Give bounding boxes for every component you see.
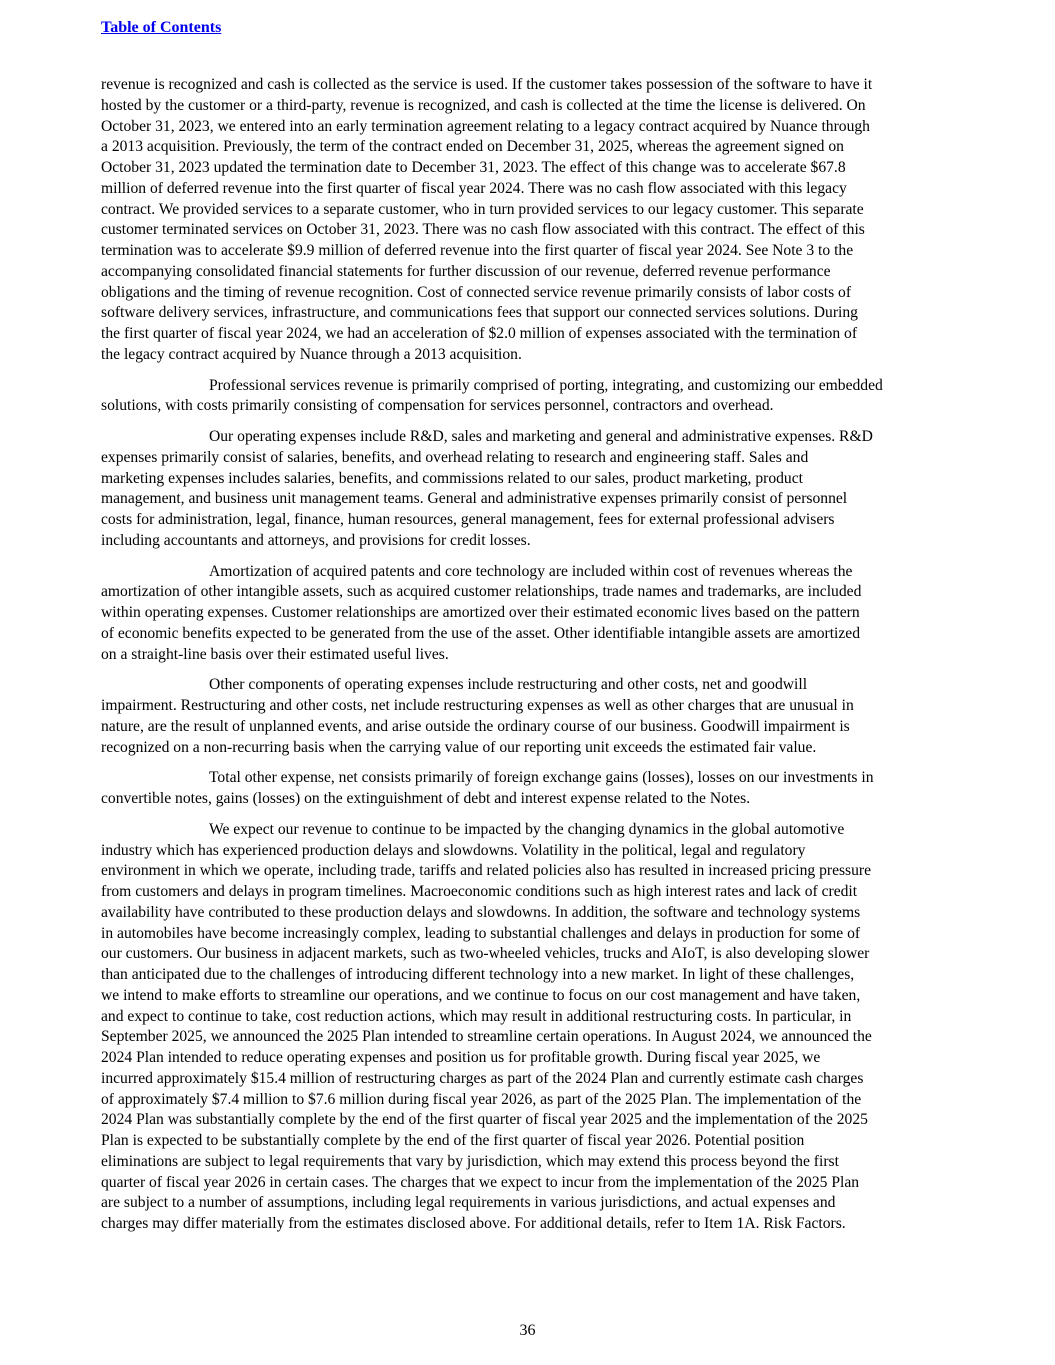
paragraph-other-expense bbox=[101, 768, 961, 810]
text-line: solutions, with costs primarily consisting of compensation for services personnel, contractors and overhead. bbox=[101, 397, 774, 415]
text-line: We expect our revenue to continue to be impacted by the changing dynamics in the global automotive bbox=[209, 820, 845, 838]
text-line: October 31, 2023 updated the termination date to December 31, 2023. The effect of this change was to accelerate $67.8 bbox=[101, 159, 846, 176]
text-line: amortization of other intangible assets, such as acquired customer relationships, trade names and trademarks, are included bbox=[101, 583, 862, 601]
text-line: convertible notes, gains (losses) on the extinguishment of debt and interest expense related to the Notes. bbox=[101, 790, 751, 807]
text-line: software delivery services, infrastructure, and communications fees that support our connected services solutions. During bbox=[101, 304, 858, 322]
text-line: management, and business unit management teams. General and administrative expenses primarily consist of personnel bbox=[101, 490, 848, 508]
text-line: marketing expenses includes salaries, benefits, and commissions related to our sales, product marketing, product bbox=[101, 469, 803, 487]
text-line: 2024 Plan intended to reduce operating expenses and position us for profitable growth. During fiscal year 2025, we bbox=[101, 1049, 821, 1066]
text-line: a 2013 acquisition. Previously, the term of the contract ended on December 31, 2025, whereas the agreement signed on bbox=[101, 138, 844, 156]
paragraph-connected-services-revenue bbox=[101, 75, 961, 366]
text-line: incurred approximately $15.4 million of restructuring charges as part of the 2024 Plan and currently estimate cash charges bbox=[101, 1069, 864, 1087]
text-line: accompanying consolidated financial statements for further discussion of our revenue, deferred revenue performance bbox=[101, 262, 831, 280]
text-line: the legacy contract acquired by Nuance through a 2013 acquisition. bbox=[101, 345, 522, 363]
text-line: of approximately $7.4 million to $7.6 million during fiscal year 2026, as part of the 2025 Plan. The implementation of the bbox=[101, 1090, 862, 1108]
text-line: September 2025, we announced the 2025 Plan intended to streamline certain operations. In August 2024, we announced the bbox=[101, 1028, 872, 1046]
text-line: availability have contributed to these production delays and slowdowns. In addition, the software and technology systems bbox=[101, 903, 861, 921]
text-line: Total other expense, net consists primarily of foreign exchange gains (losses), losses on our investments in bbox=[209, 769, 874, 787]
text-line: the first quarter of fiscal year 2024, we had an acceleration of $2.0 million of expenses associated with the termination of bbox=[101, 325, 858, 342]
paragraph-operating-expenses bbox=[101, 427, 961, 552]
text-line: recognized on a non-recurring basis when the carrying value of our reporting unit exceeds the estimated fair value. bbox=[101, 738, 817, 756]
text-line: termination was to accelerate $9.9 million of deferred revenue into the first quarter of fiscal year 2024. See Note 3 to the bbox=[101, 242, 854, 259]
text-line: expenses primarily consist of salaries, benefits, and overhead relating to research and engineering staff. Sales and bbox=[101, 448, 809, 466]
text-line: within operating expenses. Customer relationships are amortized over their estimated economic lives based on the pattern bbox=[101, 604, 860, 621]
text-line: eliminations are subject to legal requirements that vary by jurisdiction, which may extend this process beyond the first bbox=[101, 1152, 839, 1170]
text-line: charges may differ materially from the estimates disclosed above. For additional details, refer to Item 1A. Risk Factors. bbox=[101, 1215, 846, 1232]
text-line: Our operating expenses include R&D, sales and marketing and general and administrative expenses. R&D bbox=[209, 428, 873, 445]
text-line: our customers. Our business in adjacent markets, such as two-wheeled vehicles, trucks and AIoT, is also developing slower bbox=[101, 945, 870, 963]
text-line: quarter of fiscal year 2026 in certain cases. The charges that we expect to incur from the implementation of the 2025 Plan bbox=[101, 1173, 860, 1191]
text-line: including accountants and attorneys, and provisions for credit losses. bbox=[101, 531, 531, 549]
text-line: from customers and delays in program timelines. Macroeconomic conditions such as high interest rates and lack of credit bbox=[101, 883, 858, 900]
text-line: customer terminated services on October 31, 2023. There was no cash flow associated with this contract. The effect of this bbox=[101, 221, 865, 239]
text-line: environment in which we operate, including trade, tariffs and related policies also has resulted in increased pricing pressure bbox=[101, 862, 872, 880]
text-line: hosted by the customer or a third-party, revenue is recognized, and cash is collected at the time the license is delivered. On bbox=[101, 96, 866, 114]
text-line: revenue is recognized and cash is collected as the service is used. If the customer takes possession of the software to have it bbox=[101, 76, 873, 93]
text-line: are subject to a number of assumptions, including legal requirements in various jurisdictions, and actual expenses and bbox=[101, 1194, 836, 1212]
text-line: contract. We provided services to a separate customer, who in turn provided services to our legacy customer. This separate bbox=[101, 200, 864, 218]
text-line: million of deferred revenue into the first quarter of fiscal year 2024. There was no cash flow associated with this legacy bbox=[101, 179, 847, 197]
text-line: in automobiles have become increasingly complex, leading to substantial challenges and delays in production for some of bbox=[101, 924, 861, 942]
text-line: than anticipated due to the challenges of introducing different technology into a new market. In light of these challenges, bbox=[101, 966, 855, 983]
text-line: of economic benefits expected to be generated from the use of the asset. Other identifiable intangible assets are amortized bbox=[101, 624, 861, 642]
text-line: nature, are the result of unplanned events, and arise outside the ordinary course of our business. Goodwill impairment is bbox=[101, 717, 850, 735]
text-line: Amortization of acquired patents and core technology are included within cost of revenues whereas the bbox=[209, 562, 853, 580]
text-line: Plan is expected to be substantially complete by the end of the first quarter of fiscal year 2026. Potential position bbox=[101, 1132, 805, 1149]
document-body bbox=[101, 75, 961, 1245]
table-of-contents-link[interactable]: Table of Contents bbox=[101, 19, 222, 36]
text-line: impairment. Restructuring and other costs, net include restructuring expenses as well as other charges that are unusual in bbox=[101, 697, 854, 714]
text-line: we intend to make efforts to streamline our operations, and we continue to focus on our cost management and have taken, bbox=[101, 986, 861, 1004]
paragraph-professional-services bbox=[101, 376, 961, 418]
paragraph-outlook-restructuring bbox=[101, 820, 961, 1235]
page-number: 36 bbox=[519, 1322, 536, 1339]
paragraph-amortization bbox=[101, 562, 961, 666]
text-line: 2024 Plan was substantially complete by the end of the first quarter of fiscal year 2025 and the implementation of the 2025 bbox=[101, 1111, 868, 1129]
paragraph-other-operating-components bbox=[101, 675, 961, 758]
text-line: on a straight-line basis over their estimated useful lives. bbox=[101, 645, 449, 663]
text-line: Other components of operating expenses include restructuring and other costs, net and goodwill bbox=[209, 676, 808, 694]
text-line: Professional services revenue is primarily comprised of porting, integrating, and customizing our embedded bbox=[209, 376, 883, 394]
text-line: costs for administration, legal, finance, human resources, general management, fees for external professional advisers bbox=[101, 511, 835, 528]
text-line: industry which has experienced production delays and slowdowns. Volatility in the political, legal and regulatory bbox=[101, 841, 806, 859]
text-line: and expect to continue to take, cost reduction actions, which may result in additional restructuring costs. In particular, in bbox=[101, 1007, 852, 1025]
text-line: obligations and the timing of revenue recognition. Cost of connected service revenue primarily consists of labor costs of bbox=[101, 283, 852, 301]
text-line: October 31, 2023, we entered into an early termination agreement relating to a legacy contract acquired by Nuance through bbox=[101, 117, 870, 135]
